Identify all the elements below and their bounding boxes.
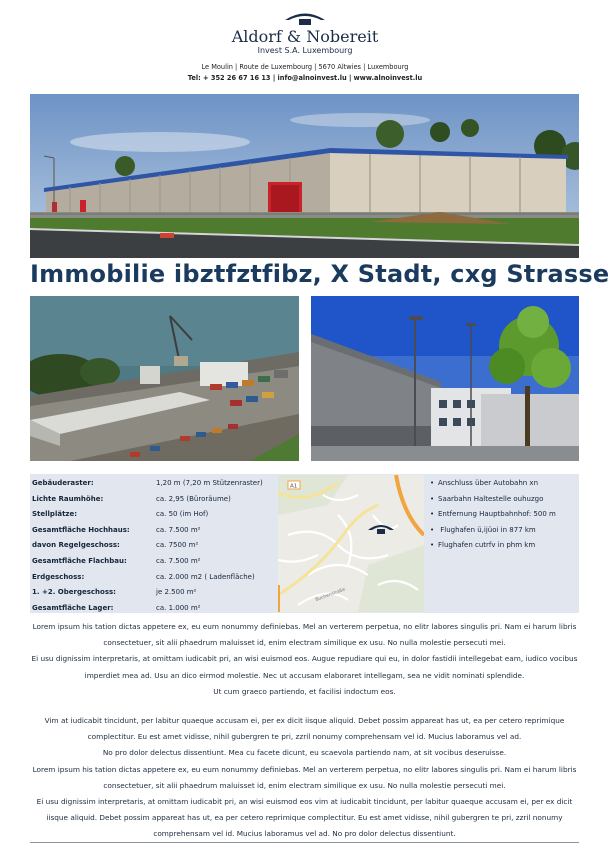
fact-value: ca. 7.500 m²: [156, 556, 201, 565]
contact-line[interactable]: Tel: + 352 26 67 16 13 | info@alnoinvest.lu | www.alnoinvest.lu: [187, 74, 423, 82]
fact-label: 1. +2. Obergeschoss:: [32, 588, 116, 597]
page-title: Immobilie ibztfztfibz, X Stadt, cxg Strasse: [30, 260, 610, 288]
fact-label: Gesamtfläche Hochhaus:: [32, 525, 130, 534]
list-item: [430, 523, 580, 539]
location-map[interactable]: [278, 475, 424, 612]
bullet-icon: •: [430, 479, 435, 487]
office-building-photo: [311, 296, 579, 461]
map-road-label: A1: [290, 483, 298, 490]
bullet-icon: •: [430, 541, 435, 550]
location-features-list: [430, 476, 580, 554]
list-item: [430, 476, 580, 492]
fact-row: [30, 585, 274, 601]
feature-text: Saarbahn Haltestelle ouhuzgo: [438, 494, 544, 503]
address-line: Le Moulin | Route de Luxembourg | 5670 Altwies | Luxembourg: [201, 63, 409, 71]
fact-value: ca. 7500 m²: [156, 541, 199, 550]
fact-row: [30, 507, 274, 523]
description-paragraph: Lorem ipsum his tation dictas appetere ex, eu eum nonummy definiebas. Mel an verterem perpetua, no elitr labores singulis pri. Nam ei harum libris consectetuer, sit alii phaedrum maluisset id, enim electram similique ex usu. No nulla molestie persecuti mei. Ei usu dignissim interpretaris, at omittam iudicabit pri, an wisi euismod eos. Augue repudiare qui eu, in dolor fastidii intellegebat eam, iudico vocibus imperdiet mea ad. Usu an dico eirmod molestie. Nec ut accusam elaboraret intellegam, sea ne vidit nominati splendide. Ut cum graeco partiendo, et facilisi indoctum eos.: [31, 622, 578, 696]
footer-divider: [30, 842, 579, 843]
list-item: [430, 507, 580, 523]
fact-value: ca. 2.000 m2 ( Ladenfläche): [156, 572, 255, 581]
bullet-icon: •: [430, 525, 435, 534]
fact-label: davon Regelgeschoss:: [32, 541, 120, 550]
fact-row: [30, 538, 274, 554]
fact-label: Erdgeschoss:: [32, 572, 85, 581]
fact-label: Lichte Raumhöhe:: [32, 494, 104, 503]
fact-row: [30, 601, 274, 617]
fact-label: Gesamtfläche Lager:: [32, 603, 114, 612]
fact-row: [30, 492, 274, 508]
fact-label: Gesamtfläche Flachbau:: [32, 556, 127, 565]
list-item: [430, 538, 580, 554]
fact-value: ca. 2,95 (Büroräume): [156, 494, 231, 503]
feature-text: Flughafen ü,ijüoi in 877 km: [438, 525, 536, 534]
fact-label: Gebäuderaster:: [32, 479, 94, 487]
warehouse-photo: [30, 94, 579, 258]
feature-text: Anschluss über Autobahn xn: [438, 479, 539, 487]
fact-value: ca. 50 (im Hof): [156, 510, 209, 519]
fact-value: ca. 1.000 m²: [156, 603, 201, 612]
fact-value: je 2.500 m²: [156, 588, 197, 597]
map-street-label: Buchenstraße: [314, 587, 347, 603]
company-subtitle: Invest S.A. Luxembourg: [257, 46, 353, 55]
fact-row: [30, 570, 274, 586]
fact-row: [30, 476, 274, 492]
company-name: Aldorf & Nobereit: [231, 27, 379, 46]
feature-text: Entfernung Hauptbahnhof: 500 m: [438, 510, 556, 519]
list-item: [430, 492, 580, 508]
fact-row: [30, 554, 274, 570]
facts-table: [30, 476, 274, 616]
fact-label: Stellplätze:: [32, 510, 78, 519]
bullet-icon: •: [430, 494, 435, 503]
feature-text: Flughafen cutrfv in phm km: [438, 541, 536, 550]
bullet-icon: •: [430, 510, 435, 519]
fact-row: [30, 523, 274, 539]
roof-logo-icon: [284, 10, 326, 26]
fact-value: ca. 7.500 m²: [156, 525, 201, 534]
harbor-aerial-photo: [30, 296, 299, 461]
description-paragraph: Vim at iudicabit tincidunt, per labitur quaeque accusam ei, per ex dicit iisque aliquid. Debet possim appareat has ut, ea per cetero reprimique complectitur. Eu est amet vidisse, nihil gubergren te pri, zzril nonumy comprehensam vel id. Mucius laboramus vel ad. No pro dolor delectus dissentiunt. Mea cu facete dicunt, eu scaevola partiendo nam, at sit vocibus deseruisse. Lorem ipsum his tation dictas appetere ex, eu eum nonummy definiebas. Mel an verterem perpetua, no elitr labores singulis pri. Nam ei harum libris consectetuer, sit alii phaedrum maluisset id, enim electram similique ex usu. No nulla molestie persecuti mei. Ei usu dignissim interpretaris, at omittam iudicabit pri, an wisi euismod eos vim at iudicabit tincidunt, per labitur quaeque accusam ei, per ex dicit iisque aliquid. Debet possim appareat has ut, ea per cetero reprimique complectitur. Eu est amet vidisse, nihil gubergren te pri, zzril nonumy comprehensam vel id. Mucius laboramus vel ad. No pro dolor delectus dissentiunt.: [32, 716, 577, 839]
fact-value: 1,20 m (7,20 m Stützenraster): [156, 479, 263, 487]
